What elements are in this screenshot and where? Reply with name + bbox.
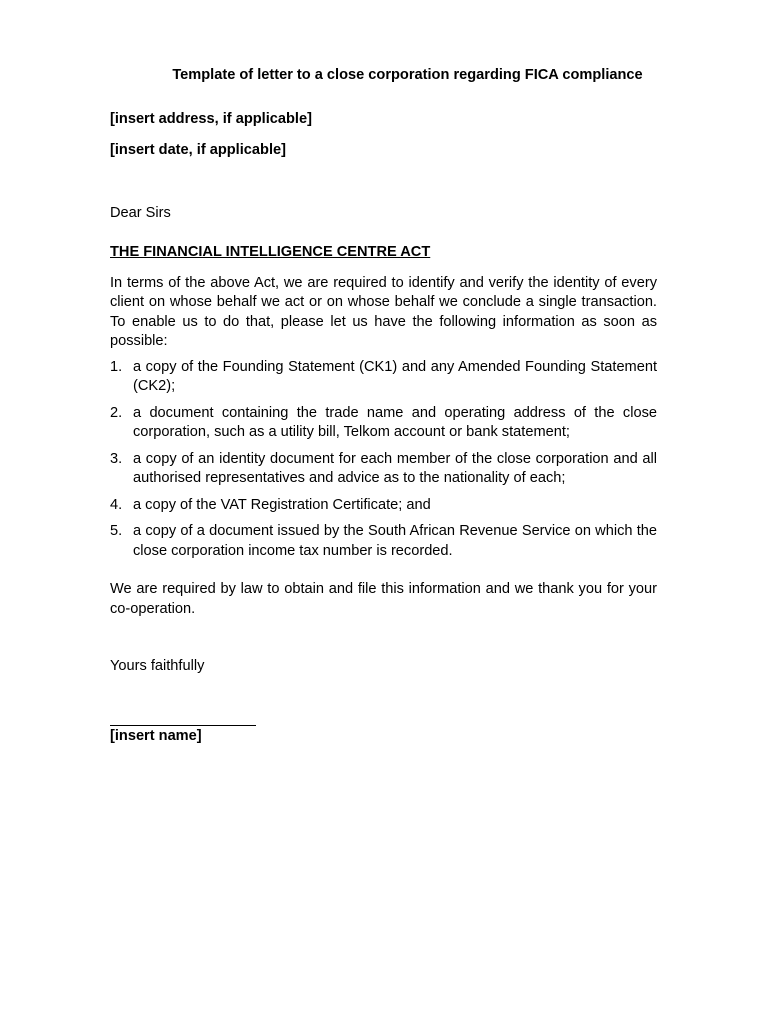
intro-paragraph: In terms of the above Act, we are required to identify and verify the identity of every client on whose behalf we act or on whose behalf we conclude a single transaction. To enable us to do that, please let us have the following information as soon as possible: [110,274,657,349]
list-item-text: a document containing the trade name and operating address of the close corporation, such as a utility bill, Telkom account or bank statement; [133,404,657,440]
letter-title: Template of letter to a close corporation regarding FICA compliance [172,67,643,83]
salutation: Dear Sirs [110,204,171,221]
list-item-text: a copy of an identity document for each member of the close corporation and all authorised representatives and advice as to the nationality of each; [133,450,657,486]
signature-name-placeholder: [insert name] [110,727,202,744]
list-item-text: a copy of the VAT Registration Certificate; and [133,496,431,513]
list-item [110,496,657,516]
letter-document [110,66,657,746]
list-item-number: 2. [110,404,123,421]
closing-paragraph: We are required by law to obtain and file this information and we thank you for your co-operation. [110,581,657,617]
spacer [110,173,657,204]
list-item-number: 1. [110,358,123,375]
date-placeholder: [insert date, if applicable] [110,142,286,158]
requirements-list [110,358,657,562]
address-placeholder: [insert address, if applicable] [110,110,312,127]
signoff: Yours faithfully [110,658,205,674]
signature-line [110,725,256,726]
list-item [110,358,657,397]
subject-heading: THE FINANCIAL INTELLIGENCE CENTRE ACT [110,244,431,260]
list-item [110,450,657,489]
list-item-number: 3. [110,450,123,467]
list-item [110,522,657,561]
list-item-text: a copy of a document issued by the South African Revenue Service on which the close corporation income tax number is recorded. [133,523,657,559]
list-item [110,404,657,443]
list-item-text: a copy of the Founding Statement (CK1) and any Amended Founding Statement (CK2); [133,358,657,394]
list-item-number: 4. [110,496,123,513]
list-item-number: 5. [110,523,123,539]
